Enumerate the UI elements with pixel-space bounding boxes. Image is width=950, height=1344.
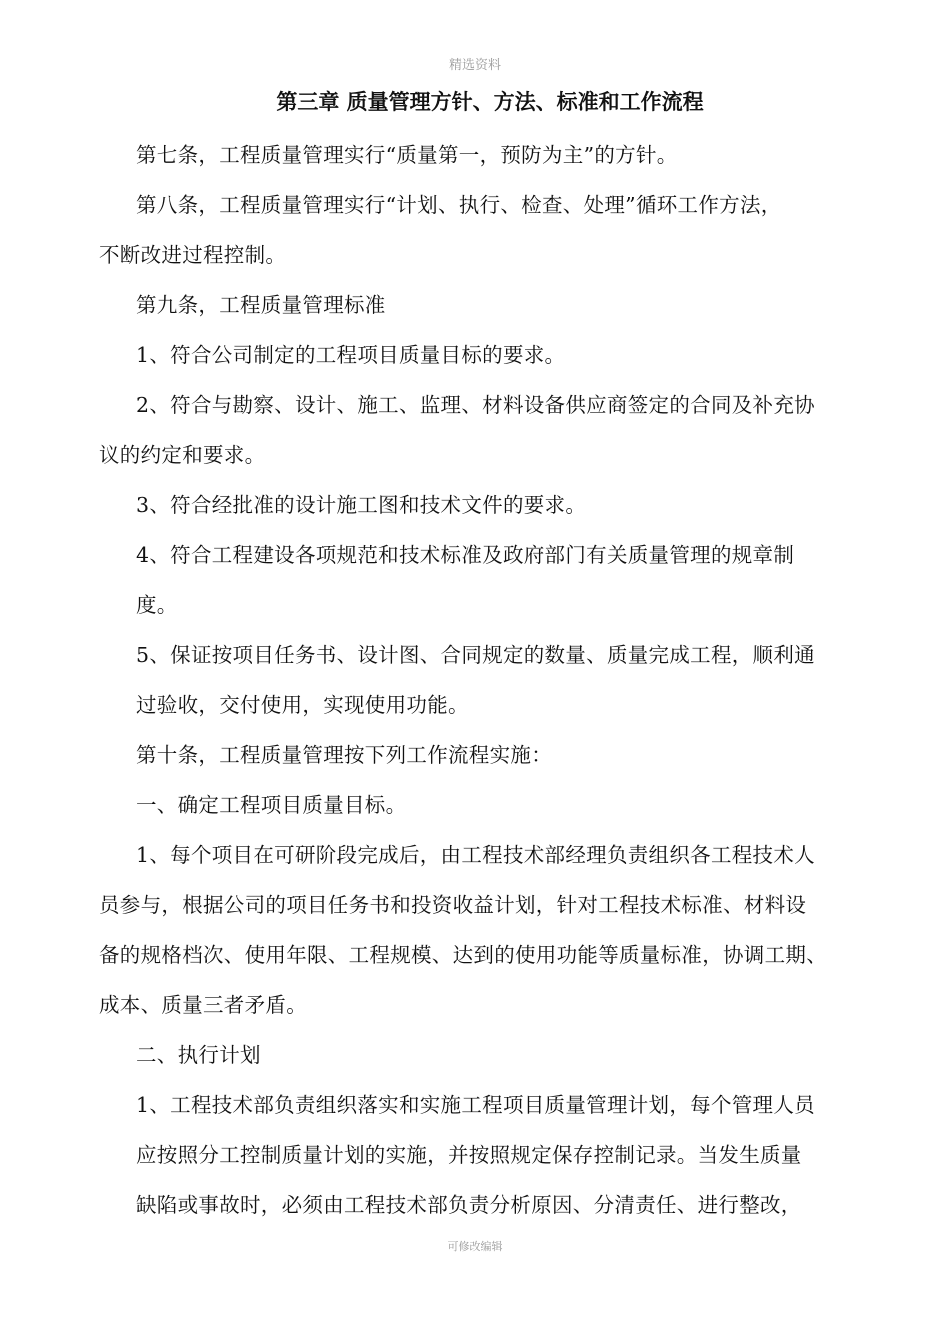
text-line: 备的规格档次、使用年限、工程规模、达到的使用功能等质量标准，协调工期、: [99, 943, 827, 967]
text-line: 员参与，根据公司的项目任务书和投资收益计划，针对工程技术标准、材料设: [99, 893, 807, 917]
text-line: 1、工程技术部负责组织落实和实施工程项目质量管理计划，每个管理人员: [136, 1093, 815, 1117]
text-line: 第八条，工程质量管理实行“计划、执行、检查、处理”循环工作方法，: [136, 193, 782, 217]
text-line: 成本、质量三者矛盾。: [99, 993, 307, 1017]
text-line: 二、执行计划: [136, 1043, 261, 1067]
text-line: 1、每个项目在可研阶段完成后，由工程技术部经理负责组织各工程技术人: [136, 843, 815, 867]
text-line: 第七条，工程质量管理实行“质量第一，预防为主”的方针。: [136, 143, 678, 167]
text-line: 不断改进过程控制。: [99, 243, 287, 267]
text-line: 2、符合与勘察、设计、施工、监理、材料设备供应商签定的合同及补充协: [136, 393, 815, 417]
text-line: 应按照分工控制质量计划的实施，并按照规定保存控制记录。当发生质量: [136, 1143, 802, 1167]
chapter-title: 第三章 质量管理方针、方法、标准和工作流程: [276, 89, 704, 114]
page-footer: 可修改编辑: [447, 1240, 503, 1253]
text-line: 议的约定和要求。: [99, 443, 266, 467]
text-line: 第九条，工程质量管理标准: [136, 293, 386, 317]
text-line: 3、符合经批准的设计施工图和技术文件的要求。: [136, 493, 587, 517]
page-header: 精选资料: [448, 58, 501, 73]
text-line: 过验收，交付使用，实现使用功能。: [136, 693, 469, 717]
text-line: 1、符合公司制定的工程项目质量目标的要求。: [136, 343, 566, 367]
text-line: 缺陷或事故时，必须由工程技术部负责分析原因、分清责任、进行整改，: [136, 1193, 802, 1217]
text-line: 一、确定工程项目质量目标。: [136, 793, 407, 817]
text-line: 5、保证按项目任务书、设计图、合同规定的数量、质量完成工程，顺利通: [136, 643, 815, 667]
text-line: 4、符合工程建设各项规范和技术标准及政府部门有关质量管理的规章制: [136, 543, 795, 567]
text-line: 第十条，工程质量管理按下列工作流程实施：: [136, 743, 552, 767]
text-line: 度。: [136, 593, 178, 617]
